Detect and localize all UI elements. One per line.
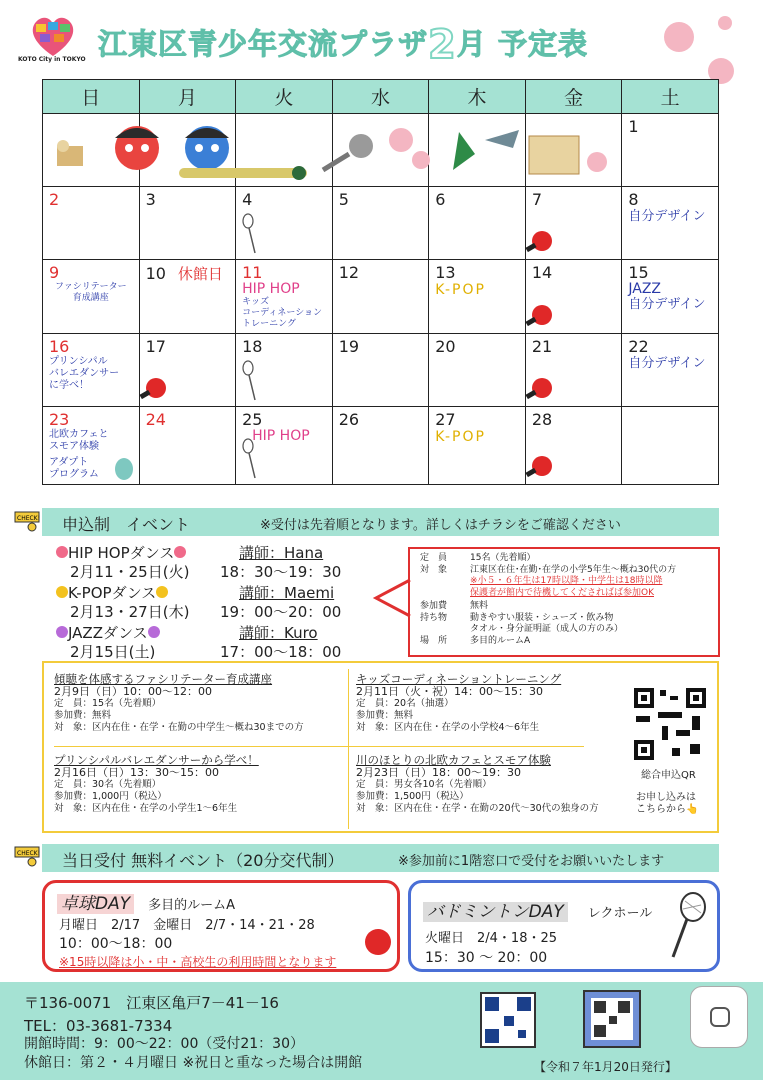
day-number: 20 <box>435 337 456 356</box>
dance-dates: 2月15日(土) <box>70 643 156 661</box>
day-number: 4 <box>242 190 253 209</box>
event-note: に学べ！ <box>49 380 89 391</box>
day-number: 7 <box>531 190 542 209</box>
event-dot-icon <box>156 586 168 598</box>
event-note: プログラム <box>49 469 99 480</box>
course-datetime: 2月9日（日）10：00〜12：00 <box>54 685 212 698</box>
badminton-racket-icon <box>240 213 258 255</box>
course-item <box>356 673 561 734</box>
info-row <box>420 613 708 636</box>
table-tennis-time: 10：00〜18：00 <box>59 936 173 952</box>
calendar-day-cell <box>43 114 140 187</box>
jazz-label: JAZZ <box>628 281 662 297</box>
plum-blossom-icon <box>664 22 694 52</box>
dance-event <box>56 623 386 663</box>
event-dot-icon <box>148 626 160 638</box>
event-note: スモア体験 <box>49 441 99 452</box>
info-value: 15名（先着順） <box>470 553 536 563</box>
dance-name: JAZZダンス <box>68 624 148 642</box>
weekday-header: 月 <box>139 80 236 114</box>
kpop-label: K-POP <box>435 282 486 298</box>
koto-logo <box>18 12 86 70</box>
ping-pong-paddle-icon <box>146 378 166 398</box>
issue-date: 【令和７年1月20日発行】 <box>534 1060 677 1074</box>
info-value: 江東区在住･在勤･在学の小学5年生〜概ね30代の方 <box>470 564 677 575</box>
day-number: 11 <box>242 263 263 282</box>
calendar-day-cell <box>525 407 622 485</box>
ping-pong-paddle-icon <box>532 378 552 398</box>
calendar-day-cell <box>429 260 526 334</box>
calendar-day-cell <box>332 114 429 187</box>
day-number: 16 <box>49 337 70 356</box>
ping-pong-paddle-icon <box>532 305 552 325</box>
course-detail: 対 象：区内在住・在学の小学生1〜6年生 <box>54 803 238 814</box>
event-note: 北欧カフェと <box>49 429 109 440</box>
calendar-day-cell <box>139 334 236 407</box>
course-detail: 参加費：無料 <box>356 710 414 721</box>
day-number: 15 <box>628 263 649 282</box>
qr-main-note: お申し込みは こちらから👆 <box>636 792 699 815</box>
calendar-day-cell <box>139 114 236 187</box>
info-key: 参加費 <box>420 601 448 611</box>
hiphop-label: HIP HOP <box>252 428 310 444</box>
info-value: 無料 <box>470 601 489 611</box>
info-key: 場 所 <box>420 635 448 646</box>
calendar <box>42 79 719 485</box>
course-detail: 対 象：区内在住・在学・在勤の20代〜30代の独身の方 <box>356 803 599 814</box>
info-key: 持ち物 <box>420 612 448 623</box>
course-item <box>54 754 259 815</box>
opening-hours: 開館時間：9：00〜22：00（受付21：30） <box>24 1036 304 1052</box>
qr-code-website[interactable] <box>480 992 536 1048</box>
calendar-day-cell <box>525 114 622 187</box>
badminton-days: 火曜日 2/4・18・25 <box>425 931 558 946</box>
dance-time: 19：00〜20：00 <box>220 603 342 621</box>
table-tennis-room: 多目的ルームA <box>148 898 236 913</box>
info-key: 定 員 <box>420 553 448 563</box>
info-row <box>420 636 708 648</box>
self-design-label: 自分デザイン <box>628 356 706 371</box>
day-number: 27 <box>435 410 456 429</box>
registration-title: 申込制 イベント <box>62 515 191 534</box>
badminton-racket-icon <box>240 360 258 402</box>
badminton-racket-icon <box>240 438 258 480</box>
calendar-day-cell <box>332 407 429 485</box>
course-detail: 対 象：区内在住・在学の小学校4〜6年生 <box>356 722 540 733</box>
hiphop-label: HIP HOP <box>242 281 300 297</box>
event-dot-icon <box>56 546 68 558</box>
course-item <box>54 673 304 734</box>
instagram-icon <box>710 1007 730 1027</box>
course-detail: 参加費：無料 <box>54 710 112 721</box>
weekday-header: 木 <box>429 80 526 114</box>
dance-info-box <box>408 547 720 657</box>
event-dot-icon <box>56 626 68 638</box>
qr-code-main[interactable] <box>632 686 708 762</box>
course-detail: 参加費：1,000円（税込） <box>54 791 167 802</box>
calendar-day-cell <box>236 407 333 485</box>
day-number: 18 <box>242 337 263 356</box>
day-number: 3 <box>145 190 156 209</box>
arrow-left-icon <box>372 578 412 618</box>
calendar-day-cell <box>139 260 236 334</box>
weekday-header: 日 <box>43 80 140 114</box>
course-box <box>42 661 719 833</box>
free-event-title: 当日受付 無料イベント（20分交代制） <box>62 851 344 870</box>
calendar-day-cell <box>43 334 140 407</box>
day-number: 17 <box>145 337 166 356</box>
calendar-day-cell <box>332 187 429 260</box>
badminton-day-title: バドミントンDAY <box>423 902 568 922</box>
day-number: 2 <box>49 190 60 209</box>
self-design-label: 自分デザイン <box>628 209 706 224</box>
phone: TEL：03-3681-7334 <box>24 1017 173 1035</box>
logo-text: KOTO City in TOKYO <box>18 56 86 63</box>
address: 〒136-0071 江東区亀戸7－41－16 <box>24 994 279 1012</box>
day-number: 22 <box>628 337 649 356</box>
day-number: 19 <box>338 337 360 356</box>
dance-teacher: 講師：Kuro <box>239 624 318 642</box>
registration-note: ※受付は先着順となります。詳しくはチラシをご確認ください <box>260 518 621 533</box>
info-row <box>420 565 708 600</box>
info-row <box>420 553 708 565</box>
calendar-day-cell <box>525 260 622 334</box>
event-note: ファシリテーター <box>54 282 127 292</box>
info-value: タオル・身分証明証（成人の方のみ） <box>470 624 624 634</box>
table-tennis-day-box <box>42 880 400 972</box>
day-number: 5 <box>338 190 349 209</box>
qr-code-line[interactable] <box>583 990 641 1048</box>
day-number: 24 <box>145 410 166 429</box>
info-value: 動きやすい服装・シューズ・飲み物 <box>470 612 614 623</box>
closed-days: 休館日：第２・４月曜日 ※祝日と重なった場合は開館 <box>24 1055 363 1071</box>
event-note: キッズ <box>242 297 269 307</box>
badminton-room: レクホール <box>587 906 653 921</box>
trash-bag-icon <box>115 458 133 480</box>
page-title: 江東区青少年交流プラザ2月 予定表 <box>98 22 588 68</box>
event-dot-icon <box>174 546 186 558</box>
info-warning: ※小５・６年生は17時以降・中学生は18時以降 <box>470 576 663 586</box>
dance-time: 18：30〜19：30 <box>220 563 342 581</box>
event-note: プリンシパル <box>49 356 108 367</box>
calendar-day-cell <box>43 407 140 485</box>
dance-teacher: 講師：Maemi <box>239 584 335 602</box>
course-detail: 定 員：15名（先着順） <box>54 698 162 709</box>
info-value: 多目的ルームA <box>470 635 531 646</box>
check-icon <box>14 843 42 867</box>
calendar-day-cell <box>622 114 719 187</box>
calendar-day-cell <box>429 187 526 260</box>
dance-dates: 2月13・27日(木) <box>70 603 190 621</box>
calendar-day-cell <box>622 187 719 260</box>
ping-pong-paddle-icon <box>532 231 552 251</box>
day-number: 9 <box>49 263 60 282</box>
check-icon <box>14 508 42 532</box>
day-number: 28 <box>531 410 553 429</box>
event-note: 育成講座 <box>72 293 109 303</box>
day-number: 23 <box>49 410 70 429</box>
day-number: 12 <box>338 263 360 282</box>
calendar-day-cell <box>43 260 140 334</box>
ping-pong-paddle-icon <box>532 456 552 476</box>
event-note: コーディネーション <box>242 308 323 318</box>
calendar-day-cell <box>622 334 719 407</box>
self-design-label: 自分デザイン <box>628 297 706 312</box>
dance-name: HIP HOPダンス <box>68 544 175 562</box>
day-number: 25 <box>242 410 263 429</box>
info-warning: 保護者が館内で待機してくださればば参加OK <box>470 587 654 598</box>
day-number: 21 <box>531 337 553 356</box>
calendar-day-cell <box>332 260 429 334</box>
calendar-day-cell <box>236 334 333 407</box>
calendar-day-cell <box>139 187 236 260</box>
weekday-header: 土 <box>622 80 719 114</box>
dance-event <box>56 583 386 623</box>
plum-blossom-icon <box>718 16 732 30</box>
calendar-day-cell <box>332 334 429 407</box>
footer <box>0 982 763 1080</box>
calendar-day-cell <box>429 407 526 485</box>
course-title: 川のほとりの北欧カフェとスモア体験 <box>356 753 551 767</box>
course-title: プリンシパルバレエダンサーから学べ！ <box>54 753 259 767</box>
day-number: 13 <box>435 263 456 282</box>
calendar-day-cell <box>429 114 526 187</box>
event-note: バレエダンサー <box>49 368 120 379</box>
course-detail: 定 員：30名（先着順） <box>54 779 162 790</box>
ping-pong-paddle-icon <box>365 929 391 955</box>
weekday-header: 金 <box>525 80 622 114</box>
table-tennis-day-title: 卓球DAY <box>57 894 134 914</box>
dance-time: 17：00〜18：00 <box>220 643 342 661</box>
table-tennis-days: 月曜日 2/17 金曜日 2/7・14・21・28 <box>59 918 315 933</box>
weekday-header: 火 <box>236 80 333 114</box>
dance-dates: 2月11・25日(火) <box>70 563 190 581</box>
info-row <box>420 601 708 613</box>
badminton-time: 15：30 〜 20：00 <box>425 950 548 966</box>
course-title: 傾聴を体感するファシリテーター育成講座 <box>54 672 273 686</box>
closed-label: 休館日 <box>177 265 223 283</box>
kpop-label: K-POP <box>435 429 486 445</box>
day-number: 10 <box>145 264 166 283</box>
qr-code-instagram[interactable] <box>690 986 748 1048</box>
calendar-day-cell <box>139 407 236 485</box>
day-number: 1 <box>628 117 639 136</box>
calendar-day-cell <box>236 187 333 260</box>
calendar-day-cell <box>622 260 719 334</box>
course-detail: 定 員：20名（抽選） <box>356 698 454 709</box>
svg-text:CHECK!: CHECK! <box>17 850 41 857</box>
day-number: 8 <box>628 190 639 209</box>
calendar-day-cell <box>43 187 140 260</box>
registration-bar <box>42 508 719 536</box>
calendar-day-cell <box>622 407 719 485</box>
course-datetime: 2月11日（火・祝）14：00〜15：30 <box>356 685 543 698</box>
calendar-day-cell <box>429 334 526 407</box>
free-event-note: ※参加前に1階窓口で受付をお願いいたします <box>398 854 665 869</box>
qr-main-label: 総合申込QR <box>641 770 696 781</box>
day-number: 14 <box>531 263 553 282</box>
course-item <box>356 754 599 815</box>
calendar-day-cell <box>525 334 622 407</box>
svg-text:CHECK!: CHECK! <box>17 515 41 522</box>
dance-event <box>56 543 386 583</box>
course-detail: 対 象：区内在住・在学・在勤の中学生〜概ね30までの方 <box>54 722 304 733</box>
dance-teacher: 講師：Hana <box>239 544 324 562</box>
day-number: 6 <box>435 190 446 209</box>
table-tennis-warning: ※15時以降は小・中・高校生の利用時間となります <box>59 955 337 969</box>
free-event-bar <box>42 844 719 872</box>
calendar-day-cell <box>525 187 622 260</box>
event-note: アダプト <box>49 457 89 468</box>
event-dot-icon <box>56 586 68 598</box>
badminton-day-box <box>408 880 720 972</box>
badminton-racket-icon <box>663 891 713 961</box>
course-detail: 定 員：男女各10名（先着順） <box>356 779 492 790</box>
day-number: 26 <box>338 410 360 429</box>
course-detail: 参加費：1,500円（税込） <box>356 791 469 802</box>
calendar-day-cell <box>236 114 333 187</box>
calendar-day-cell <box>236 260 333 334</box>
event-note: トレーニング <box>242 319 296 329</box>
dance-name: K-POPダンス <box>68 584 157 602</box>
info-key: 対 象 <box>420 564 448 575</box>
course-title: キッズコーディネーショントレーニング <box>356 672 562 686</box>
course-datetime: 2月23日（日）18：00〜19：30 <box>356 766 521 779</box>
course-datetime: 2月16日（日）13：30〜15：00 <box>54 766 219 779</box>
weekday-header: 水 <box>332 80 429 114</box>
